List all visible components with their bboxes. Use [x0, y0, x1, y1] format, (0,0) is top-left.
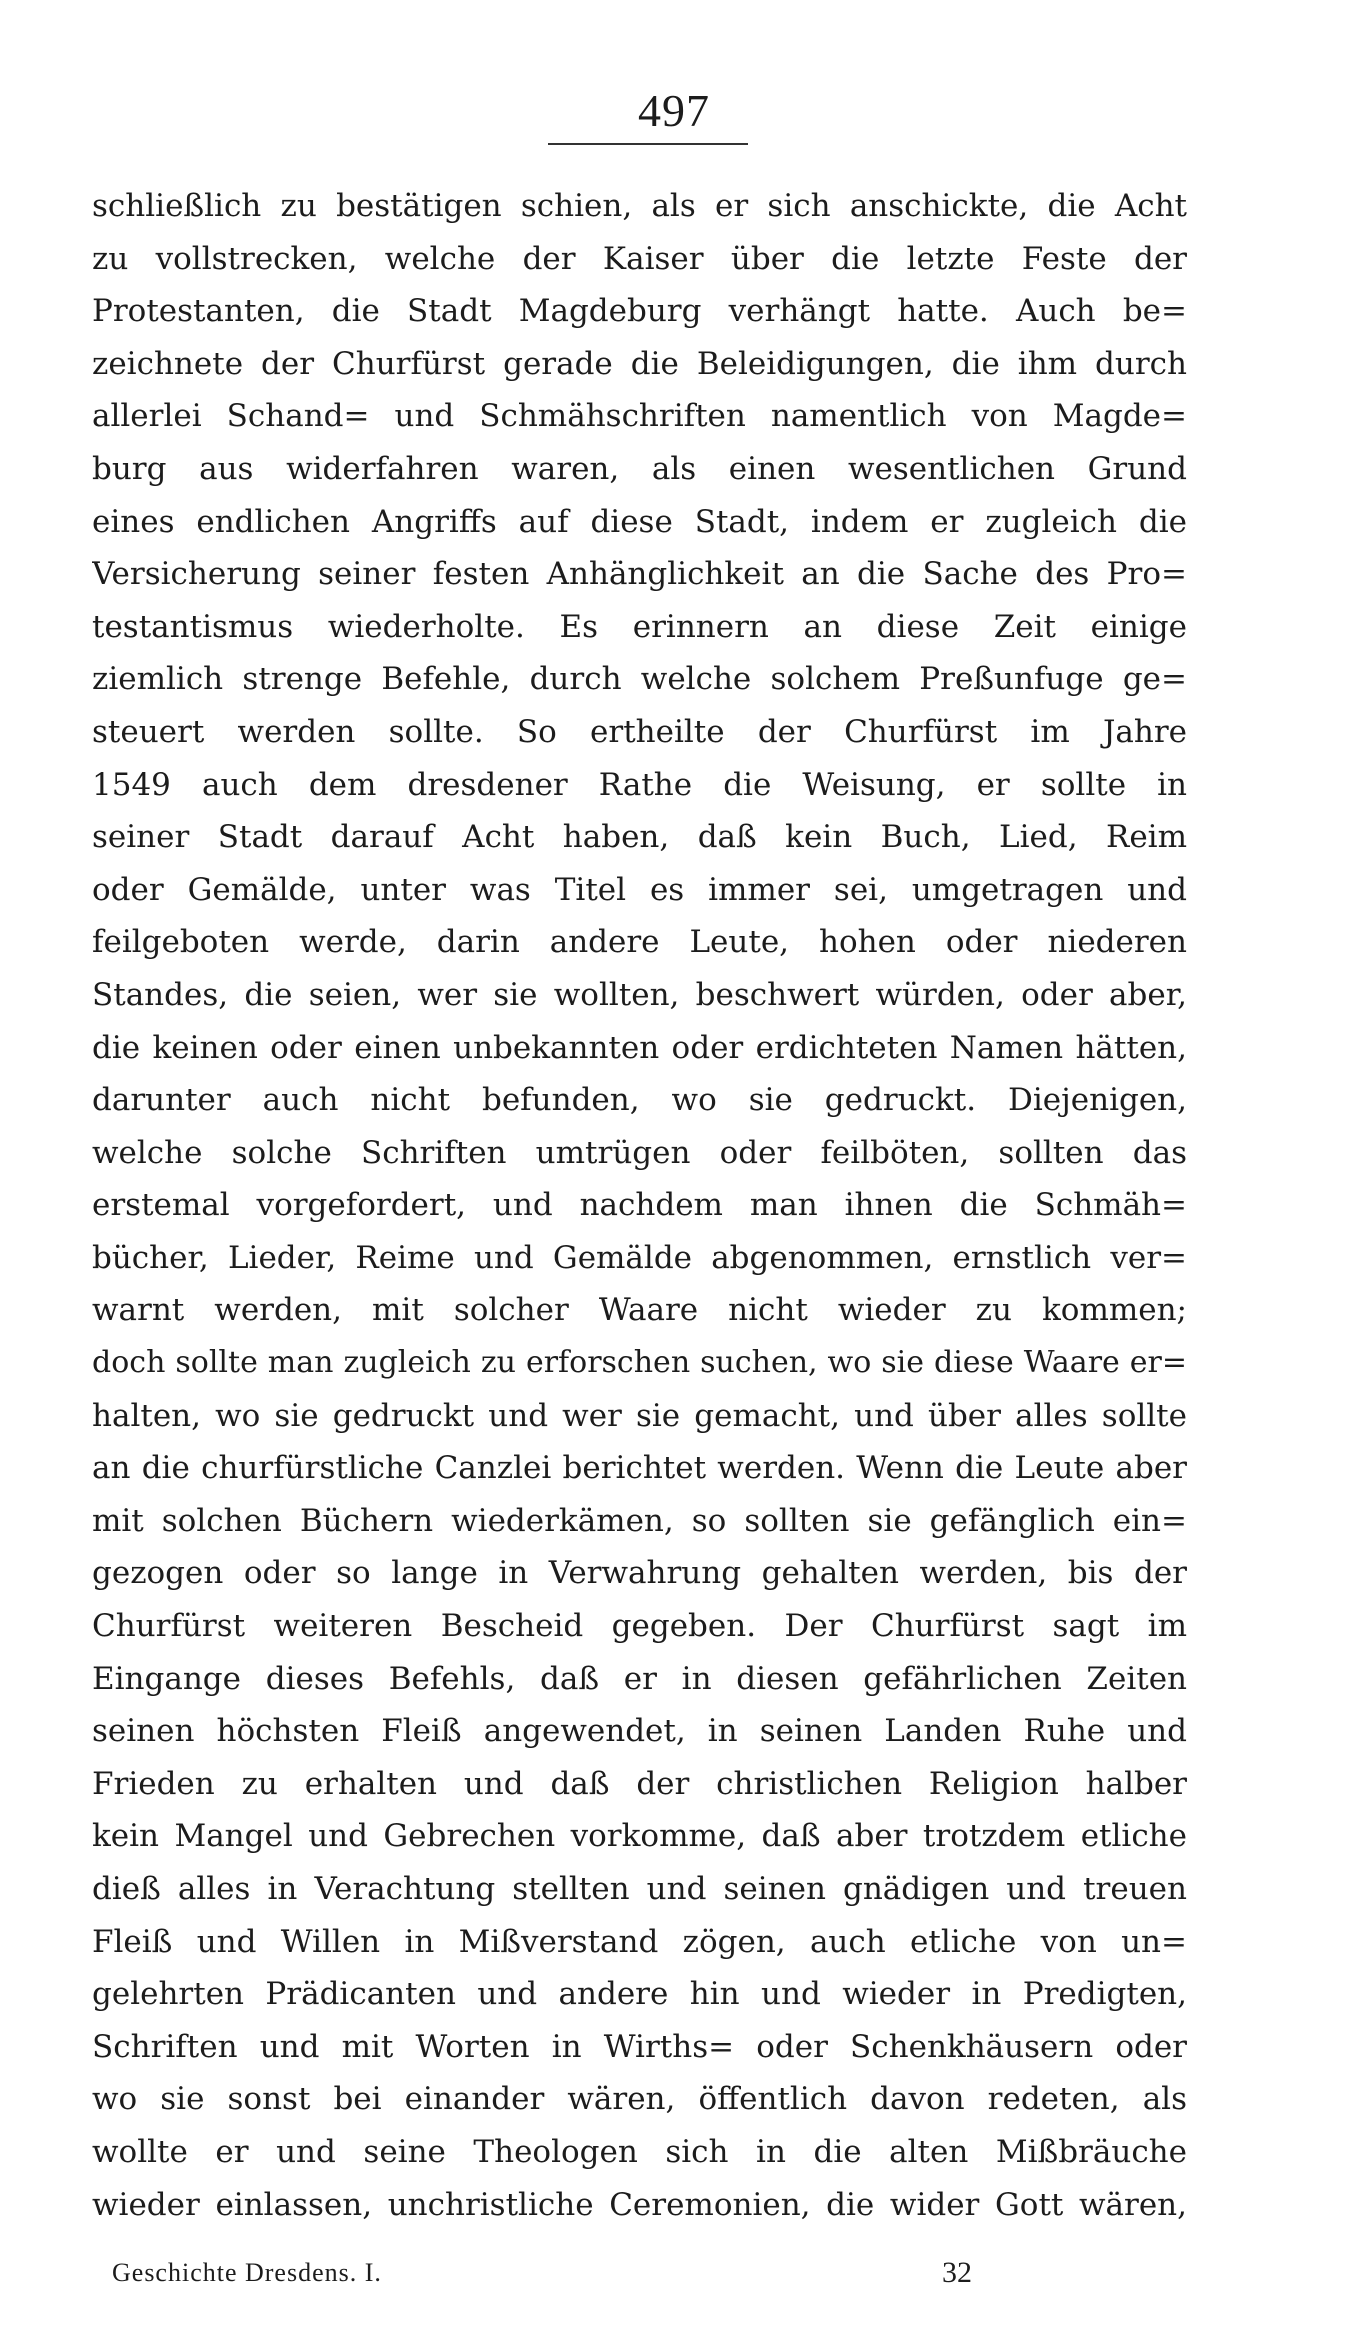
footer-title: Geschichte Dresdens. I. [112, 2258, 382, 2287]
text-line: seiner Stadt darauf Acht haben, daß kein Buch, Lied, Reim [92, 819, 1187, 856]
text-line: erstemal vorgefordert, und nachdem man ihnen die Schmäh= [92, 1187, 1187, 1224]
text-line: testantismus wiederholte. Es erinnern an diese Zeit einige [92, 608, 1187, 645]
text-line: Versicherung seiner festen Anhänglichkeit an die Sache des Pro= [92, 556, 1187, 593]
text-line: zu vollstrecken, welche der Kaiser über die letzte Feste der [92, 240, 1187, 277]
text-line: kein Mangel und Gebrechen vorkomme, daß aber trotzdem etliche [92, 1818, 1187, 1855]
body-text [92, 180, 1187, 2231]
text-line: wollte er und seine Theologen sich in die alten Mißbräuche [92, 2133, 1187, 2170]
text-line: warnt werden, mit solcher Waare nicht wieder zu kommen; [92, 1292, 1187, 1329]
text-line: die keinen oder einen unbekannten oder erdichteten Namen hätten, [92, 1029, 1187, 1066]
text-line: burg aus widerfahren waren, als einen wesentlichen Grund [92, 450, 1187, 487]
page-number: 497 [638, 85, 710, 136]
text-line: welche solche Schriften umtrügen oder feilböten, sollten das [92, 1134, 1187, 1171]
text-line: seinen höchsten Fleiß angewendet, in seinen Landen Ruhe und [92, 1713, 1187, 1750]
page-footer [112, 2258, 1042, 2298]
text-line: doch sollte man zugleich zu erforschen suchen, wo sie diese Waare er= [92, 1345, 1187, 1381]
text-line: Churfürst weiteren Bescheid gegeben. Der Churfürst sagt im [92, 1608, 1187, 1645]
text-line: wieder einlassen, unchristliche Ceremonien, die wider Gott wären, [92, 2186, 1187, 2223]
text-line: oder Gemälde, unter was Titel es immer sei, umgetragen und [92, 871, 1187, 908]
text-line: Fleiß und Willen in Mißverstand zögen, auch etliche von un= [92, 1923, 1187, 1960]
text-line: steuert werden sollte. So ertheilte der Churfürst im Jahre [92, 713, 1187, 750]
text-line: ziemlich strenge Befehle, durch welche solchem Preßunfuge ge= [92, 661, 1187, 698]
text-line: schließlich zu bestätigen schien, als er sich anschickte, die Acht [92, 188, 1187, 224]
text-line: Standes, die seien, wer sie wollten, beschwert würden, oder aber, [92, 976, 1187, 1013]
header-rule [548, 143, 748, 145]
text-line: allerlei Schand= und Schmähschriften namentlich von Magde= [92, 398, 1187, 435]
text-line: gelehrten Prädicanten und andere hin und wieder in Predigten, [92, 1976, 1187, 2013]
text-line: bücher, Lieder, Reime und Gemälde abgenommen, ernstlich ver= [92, 1239, 1187, 1276]
text-line: zeichnete der Churfürst gerade die Beleidigungen, die ihm durch [92, 345, 1187, 382]
text-line: darunter auch nicht befunden, wo sie gedruckt. Diejenigen, [92, 1082, 1187, 1119]
text-line: Frieden zu erhalten und daß der christlichen Religion halber [92, 1765, 1187, 1802]
text-line: wo sie sonst bei einander wären, öffentlich davon redeten, als [92, 2081, 1187, 2118]
text-line: eines endlichen Angriffs auf diese Stadt, indem er zugleich die [92, 503, 1187, 540]
text-line: feilgeboten werde, darin andere Leute, hohen oder niederen [92, 924, 1187, 961]
text-line: an die churfürstliche Canzlei berichtet werden. Wenn die Leute aber [92, 1450, 1187, 1487]
text-line: gezogen oder so lange in Verwahrung gehalten werden, bis der [92, 1555, 1187, 1592]
text-line: mit solchen Büchern wiederkämen, so sollten sie gefänglich ein= [92, 1502, 1187, 1539]
text-line: Eingange dieses Befehls, daß er in diesen gefährlichen Zeiten [92, 1660, 1187, 1697]
text-line: Protestanten, die Stadt Magdeburg verhängt hatte. Auch be= [92, 293, 1187, 330]
text-line: Schriften und mit Worten in Wirths= oder Schenkhäusern oder [92, 2028, 1187, 2065]
footer-signature: 32 [942, 2256, 972, 2289]
text-line: dieß alles in Verachtung stellten und seinen gnädigen und treuen [92, 1871, 1187, 1907]
text-line: 1549 auch dem dresdener Rathe die Weisung, er sollte in [92, 766, 1187, 803]
text-line: halten, wo sie gedruckt und wer sie gemacht, und über alles sollte [92, 1397, 1187, 1434]
